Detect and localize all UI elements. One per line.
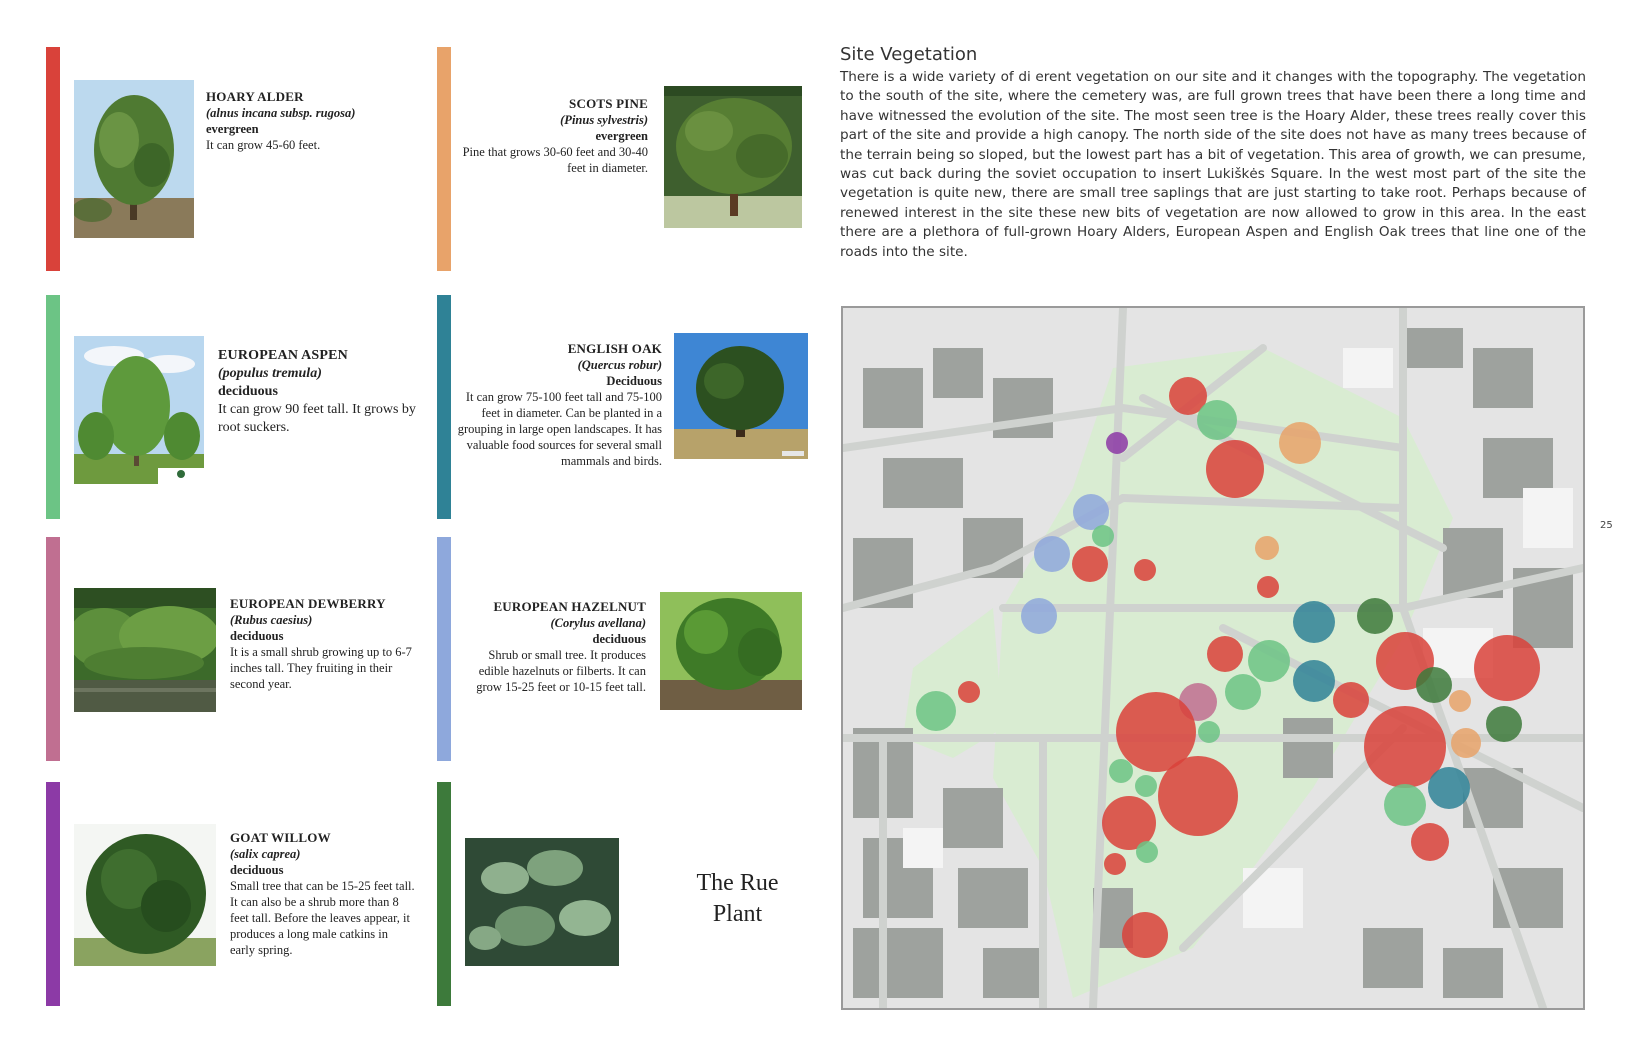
scots-pine-caption xyxy=(458,96,648,176)
european-hazelnut-marker xyxy=(1073,494,1109,530)
hoary-alder-latin: (alnus incana subsp. rugosa) xyxy=(206,106,356,120)
hoary-alder-marker xyxy=(1474,635,1540,701)
hoary-alder-marker xyxy=(1104,853,1126,875)
rue-plant-marker xyxy=(1357,598,1393,634)
scots-pine-color-bar xyxy=(437,47,451,271)
rue-plant-photo xyxy=(465,838,619,966)
hoary-alder-photo xyxy=(74,80,194,238)
goat-willow-color-bar xyxy=(46,782,60,1006)
european-hazelnut-photo xyxy=(660,592,802,710)
european-hazelnut-name: EUROPEAN HAZELNUT xyxy=(493,599,646,614)
european-hazelnut-description: Shrub or small tree. It produces edible hazelnuts or filberts. It can grow 15-25 feet or 10-15 feet tall. xyxy=(476,648,646,694)
hoary-alder-marker xyxy=(1206,440,1264,498)
european-hazelnut-type: deciduous xyxy=(592,632,646,646)
scots-pine-marker xyxy=(1255,536,1279,560)
rue-plant-marker xyxy=(1486,706,1522,742)
rue-plant-color-bar xyxy=(437,782,451,1006)
rue-plant-marker xyxy=(1416,667,1452,703)
hoary-alder-name: HOARY ALDER xyxy=(206,89,304,104)
goat-willow-marker xyxy=(1106,432,1128,454)
european-dewberry-color-bar xyxy=(46,537,60,761)
section-body-text: There is a wide variety of di erent vegetation on our site and it changes with the topography. The vegetation to the south of the site, where the cemetery was, are full grown trees that have been there a long time and have witnessed the evolution of the site. The most seen tree is the Hoary Alder, these trees really cover this part of the site and provide a high canopy. The north side of the site does not have as many trees because of the terrain being so sloped, but the lowest part has a bit of vegetation. This area of growth, we can presume, was cut back during the soviet occupation to insert Lukiškės Square. In the west most part of the site the vegetation is quite new, there are small tree saplings that are just starting to take root. Perhaps because of renewed interest in the site these new bits of vegetation are now allowed to grow in this area. In the east there are a plethora of full-grown Hoary Alders, European Aspen and English Oak trees that line one of the roads into the site. xyxy=(840,69,1586,260)
scots-pine-marker xyxy=(1279,422,1321,464)
scots-pine-photo xyxy=(664,86,802,228)
european-aspen-caption xyxy=(218,347,423,437)
european-aspen-marker xyxy=(1136,841,1158,863)
european-aspen-marker xyxy=(1092,525,1114,547)
european-aspen-marker xyxy=(1384,784,1426,826)
goat-willow-description: Small tree that can be 15-25 feet tall. It can also be a shrub more than 8 feet tall. Before the leaves appear, it produces a long male catkins in early spring. xyxy=(230,879,415,957)
european-hazelnut-marker xyxy=(1034,536,1070,572)
scots-pine-marker xyxy=(1449,690,1471,712)
english-oak-caption xyxy=(454,341,662,469)
hoary-alder-marker xyxy=(958,681,980,703)
site-vegetation-map xyxy=(841,306,1585,1010)
european-dewberry-type: deciduous xyxy=(230,629,284,643)
english-oak-marker xyxy=(1293,660,1335,702)
european-dewberry-caption xyxy=(230,596,415,692)
scots-pine-latin: (Pinus sylvestris) xyxy=(560,113,648,127)
goat-willow-photo xyxy=(74,824,216,966)
english-oak-type: Deciduous xyxy=(606,374,662,388)
page-number: 25 xyxy=(1600,520,1613,531)
european-aspen-marker xyxy=(1198,721,1220,743)
english-oak-name: ENGLISH OAK xyxy=(567,341,662,356)
european-aspen-name: EUROPEAN ASPEN xyxy=(218,348,348,363)
european-aspen-type: deciduous xyxy=(218,384,278,399)
english-oak-marker xyxy=(1428,767,1470,809)
section-title: Site Vegetation xyxy=(840,44,978,65)
european-hazelnut-latin: (Corylus avellana) xyxy=(550,616,646,630)
hoary-alder-marker xyxy=(1072,546,1108,582)
goat-willow-type: deciduous xyxy=(230,863,284,877)
hoary-alder-marker xyxy=(1411,823,1449,861)
english-oak-photo xyxy=(674,333,808,459)
european-aspen-color-bar xyxy=(46,295,60,519)
european-dewberry-latin: (Rubus caesius) xyxy=(230,613,313,627)
hoary-alder-color-bar xyxy=(46,47,60,271)
european-aspen-marker xyxy=(1109,759,1133,783)
goat-willow-caption xyxy=(230,830,415,958)
rue-plant-label: The Rue Plant xyxy=(696,870,779,927)
goat-willow-latin: (salix caprea) xyxy=(230,847,301,861)
european-aspen-photo xyxy=(74,336,204,484)
european-hazelnut-color-bar xyxy=(437,537,451,761)
hoary-alder-marker xyxy=(1158,756,1238,836)
european-dewberry-photo xyxy=(74,588,216,712)
english-oak-color-bar xyxy=(437,295,451,519)
european-aspen-description: It can grow 90 feet tall. It grows by root suckers. xyxy=(218,402,416,435)
scots-pine-description: Pine that grows 30-60 feet and 30-40 feet in diameter. xyxy=(462,145,648,175)
hoary-alder-marker xyxy=(1134,559,1156,581)
hoary-alder-type: evergreen xyxy=(206,122,259,136)
european-hazelnut-marker xyxy=(1021,598,1057,634)
hoary-alder-marker xyxy=(1257,576,1279,598)
hoary-alder-caption xyxy=(206,89,406,153)
european-dewberry-name: EUROPEAN DEWBERRY xyxy=(230,596,386,611)
scots-pine-name: SCOTS PINE xyxy=(569,96,648,111)
hoary-alder-description: It can grow 45-60 feet. xyxy=(206,138,321,152)
goat-willow-name: GOAT WILLOW xyxy=(230,830,331,845)
european-aspen-marker xyxy=(1248,640,1290,682)
scots-pine-type: evergreen xyxy=(595,129,648,143)
english-oak-marker xyxy=(1293,601,1335,643)
european-aspen-marker xyxy=(1225,674,1261,710)
hoary-alder-marker xyxy=(1333,682,1369,718)
european-aspen-latin: (populus tremula) xyxy=(218,366,322,381)
hoary-alder-marker xyxy=(1207,636,1243,672)
english-oak-description: It can grow 75-100 feet tall and 75-100 feet in diameter. Can be planted in a grouping in large open landscapes. It has valuable food sources for several small mammals and birds. xyxy=(457,390,662,468)
hoary-alder-marker xyxy=(1122,912,1168,958)
european-aspen-marker xyxy=(1197,400,1237,440)
european-aspen-marker xyxy=(916,691,956,731)
european-dewberry-description: It is a small shrub growing up to 6-7 inches tall. They fruiting in their second year. xyxy=(230,645,412,691)
scots-pine-marker xyxy=(1451,728,1481,758)
european-aspen-marker xyxy=(1135,775,1157,797)
european-hazelnut-caption xyxy=(456,599,646,695)
english-oak-latin: (Quercus robur) xyxy=(577,358,662,372)
